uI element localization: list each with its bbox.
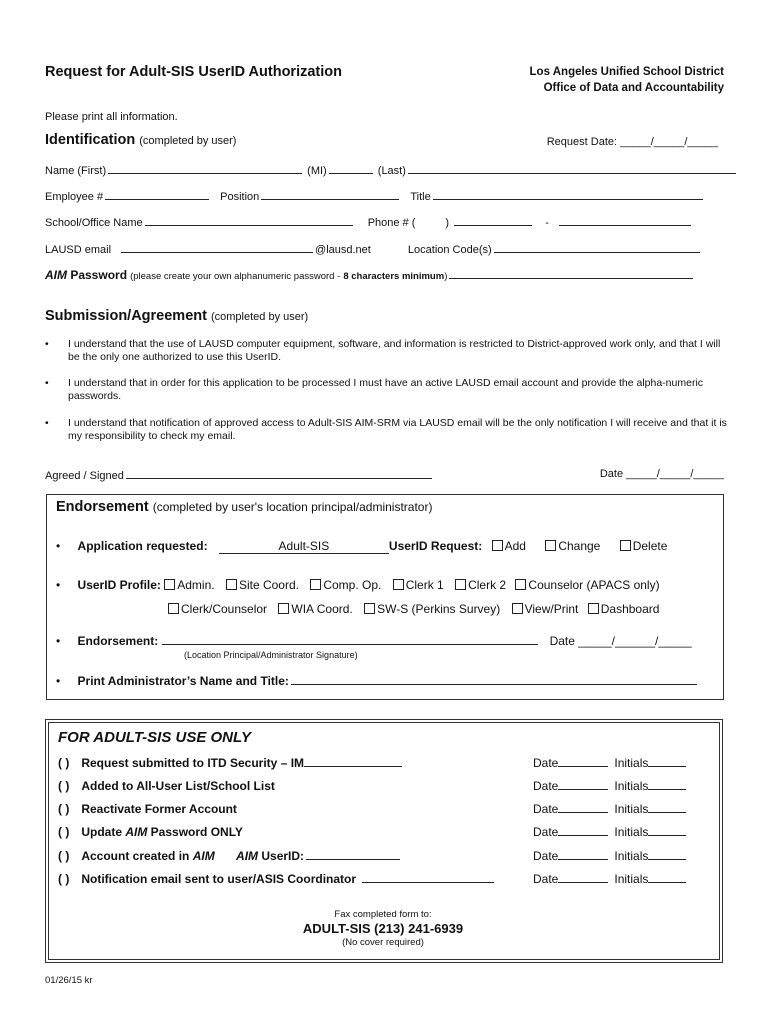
date-input[interactable] — [558, 825, 608, 836]
initials-input[interactable] — [648, 802, 686, 813]
date-input[interactable] — [558, 849, 608, 860]
date-input[interactable] — [558, 779, 608, 790]
checkbox-view-print[interactable]: View/Print — [512, 602, 579, 616]
org-office: Office of Data and Accountability — [543, 82, 724, 94]
name-row: Name (First) (MI) (Last) — [45, 163, 738, 177]
date-input[interactable] — [558, 756, 608, 767]
checkbox-clerk-counselor[interactable]: Clerk/Counselor — [168, 602, 267, 616]
profile-row-2 — [168, 602, 659, 616]
initials-input[interactable] — [648, 779, 686, 790]
org-name: Los Angeles Unified School District — [529, 66, 724, 78]
use-only-item: ( ) Request submitted to ITD Security – IM — [58, 756, 404, 770]
checkbox-wia-coord[interactable]: WIA Coord. — [278, 602, 352, 616]
application-row: • Application requested: Adult-SIS UserID Request: Add Change Delete — [56, 539, 668, 553]
fax-note: Fax completed form to: — [334, 909, 432, 920]
use-only-item: ( ) Account created in AIM AIM UserID: — [58, 849, 402, 863]
last-name-input[interactable] — [408, 163, 736, 174]
agreed-signed-row: Agreed / Signed — [45, 468, 434, 482]
use-only-item: ( ) Notification email sent to user/ASIS Coordinator — [58, 872, 496, 886]
form-title: Request for Adult-SIS UserID Authorization — [45, 64, 342, 80]
date-initials-row: Date Initials — [533, 779, 686, 793]
application-value: Adult-SIS — [219, 539, 389, 554]
fax-cover-note: (No cover required) — [342, 937, 424, 948]
email-input[interactable] — [121, 242, 313, 253]
initials-input[interactable] — [648, 825, 686, 836]
first-name-input[interactable] — [108, 163, 302, 174]
password-input[interactable] — [449, 268, 693, 279]
checkbox-change[interactable]: Change — [545, 539, 600, 553]
aim-userid-input[interactable] — [306, 849, 400, 860]
checkbox-counselor[interactable]: Counselor (APACS only) — [515, 578, 659, 592]
phone-number-input[interactable] — [559, 215, 691, 226]
mi-input[interactable] — [329, 163, 373, 174]
endorsement-heading: Endorsement (completed by user's location principal/administrator) — [56, 499, 433, 515]
school-row: School/Office Name Phone # ( ) - — [45, 215, 693, 229]
notification-input[interactable] — [362, 872, 494, 883]
checkbox-dashboard[interactable]: Dashboard — [588, 602, 660, 616]
identification-heading: Identification (completed by user) — [45, 132, 237, 148]
password-row: AIM Password (please create your own alphanumeric password - 8 characters minimum) — [45, 268, 695, 282]
date-initials-row: Date Initials — [533, 825, 686, 839]
initials-input[interactable] — [648, 872, 686, 883]
date-input[interactable] — [558, 802, 608, 813]
date-initials-row: Date Initials — [533, 756, 686, 770]
location-code-input[interactable] — [494, 242, 700, 253]
checkbox-clerk-2[interactable]: Clerk 2 — [455, 578, 506, 592]
employee-row: Employee # Position Title — [45, 189, 705, 203]
position-input[interactable] — [261, 189, 399, 200]
use-only-item: ( ) Added to All-User List/School List — [58, 779, 275, 793]
checkbox-clerk-1[interactable]: Clerk 1 — [393, 578, 444, 592]
agreement-date-field[interactable]: Date _____/_____/_____ — [599, 468, 724, 480]
date-initials-row: Date Initials — [533, 802, 686, 816]
checkbox-admin[interactable]: Admin. — [164, 578, 214, 592]
print-instruction: Please print all information. — [45, 111, 178, 123]
use-only-item: ( ) Update AIM Password ONLY — [58, 825, 243, 839]
use-only-heading: FOR ADULT-SIS USE ONLY — [58, 729, 252, 746]
use-only-item: ( ) Reactivate Former Account — [58, 802, 237, 816]
date-initials-row: Date Initials — [533, 849, 686, 863]
fax-number: ADULT-SIS (213) 241-6939 — [302, 921, 464, 936]
endorsement-row: • Endorsement: Date _____/______/_____ — [56, 634, 692, 648]
initials-input[interactable] — [648, 756, 686, 767]
school-name-input[interactable] — [145, 215, 353, 226]
checkbox-comp-op[interactable]: Comp. Op. — [310, 578, 381, 592]
profile-row-1: • UserID Profile: Admin. Site Coord. Comp. Op. Clerk 1 Clerk 2 Counselor (APACS only) — [56, 578, 660, 592]
date-input[interactable] — [558, 872, 608, 883]
principal-signature-input[interactable] — [162, 634, 538, 645]
date-initials-row: Date Initials — [533, 872, 686, 886]
email-row: LAUSD email @lausd.net Location Code(s) — [45, 242, 702, 256]
checkbox-sw-s[interactable]: SW-S (Perkins Survey) — [364, 602, 500, 616]
initials-input[interactable] — [648, 849, 686, 860]
signature-note: (Location Principal/Administrator Signature) — [184, 650, 358, 660]
checkbox-delete[interactable]: Delete — [620, 539, 668, 553]
admin-name-input[interactable] — [291, 674, 697, 685]
endorsement-date-field[interactable]: Date _____/______/_____ — [549, 634, 692, 648]
checkbox-add[interactable]: Add — [492, 539, 526, 553]
print-admin-row: • Print Administrator’s Name and Title: — [56, 674, 699, 688]
request-date-field[interactable]: Request Date: _____/_____/_____ — [546, 136, 718, 148]
endorsement-box — [46, 494, 724, 700]
title-input[interactable] — [433, 189, 703, 200]
signature-input[interactable] — [126, 468, 432, 479]
submission-heading: Submission/Agreement (completed by user) — [45, 308, 309, 324]
phone-prefix-input[interactable] — [454, 215, 532, 226]
form-revision-code: 01/26/15 kr — [45, 975, 93, 986]
checkbox-site-coord[interactable]: Site Coord. — [226, 578, 299, 592]
itd-input[interactable] — [304, 756, 402, 767]
employee-number-input[interactable] — [105, 189, 209, 200]
